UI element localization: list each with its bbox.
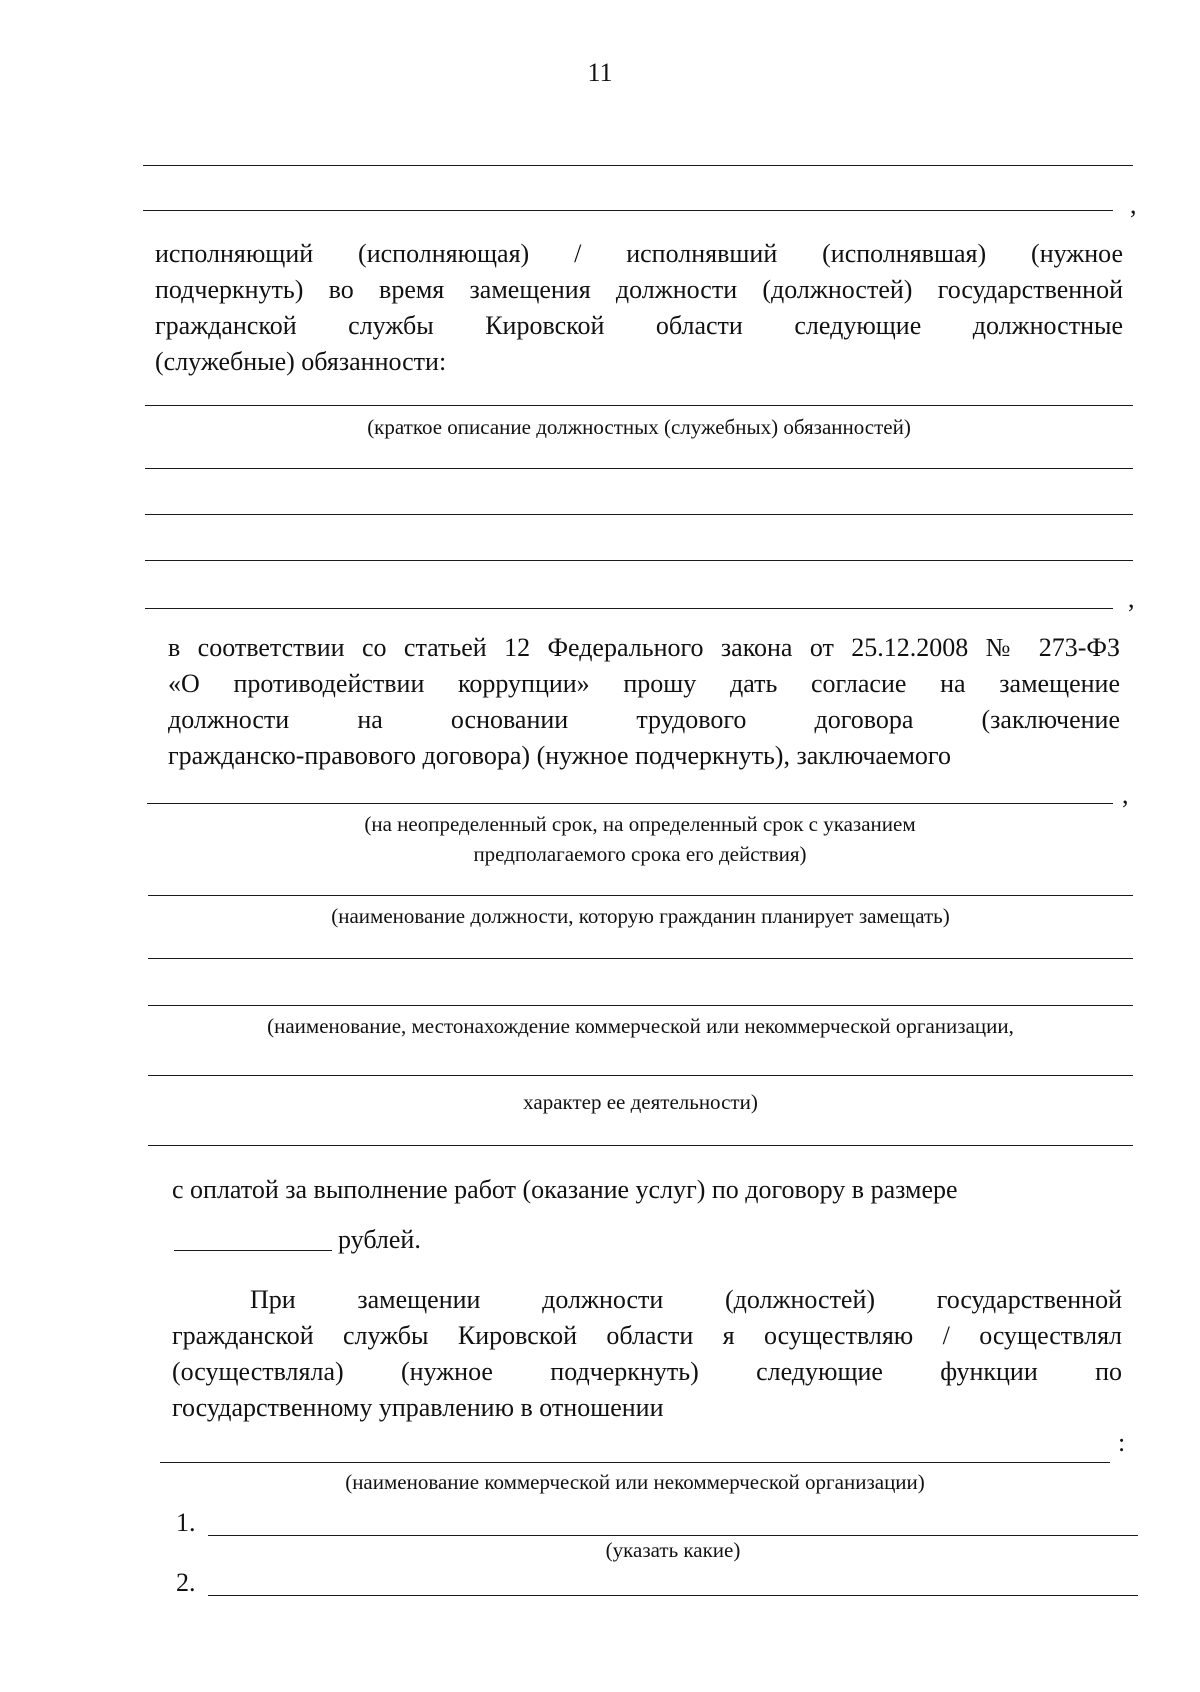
- blank-line-duties: [145, 405, 1133, 406]
- blank-line-org-name: [160, 1462, 1110, 1463]
- blank-line-item-1: [208, 1535, 1138, 1536]
- paragraph-line: в соответствии со статьей 12 Федерального закона от 25.12.2008 № 273-ФЗ: [168, 633, 1120, 662]
- blank-line-item-2: [208, 1595, 1138, 1596]
- caption-organization-line1: (наименование, местонахождение коммерческой или некоммерческой организации,: [267, 1014, 1014, 1038]
- blank-line: [145, 514, 1133, 515]
- paragraph-line: «О противодействии коррупции» прошу дать согласие на замещение: [168, 669, 1120, 698]
- blank-line: [145, 468, 1133, 469]
- page-number: 11: [587, 58, 613, 87]
- blank-line: [145, 608, 1113, 609]
- paragraph-line: гражданской службы Кировской области следующие должностные: [155, 311, 1123, 340]
- comma-mark: ,: [1128, 584, 1135, 613]
- blank-line-organization: [148, 1005, 1133, 1006]
- paragraph-line: При замещении должности (должностей) государственной: [250, 1285, 1122, 1314]
- paragraph-request: [168, 630, 1120, 774]
- caption-duties: (краткое описание должностных (служебных) обязанностей): [367, 415, 911, 439]
- caption-term-line1: (на неопределенный срок, на определенный срок с указанием: [364, 812, 916, 836]
- paragraph-line: гражданско-правового договора) (нужное подчеркнуть), заключаемого: [168, 741, 951, 770]
- caption-specify: (указать какие): [605, 1538, 741, 1562]
- colon-mark: :: [1118, 1428, 1126, 1457]
- paragraph-line: (осуществляла) (нужное подчеркнуть) следующие функции по: [172, 1357, 1122, 1386]
- caption-org-name: (наименование коммерческой или некоммерческой организации): [345, 1470, 925, 1494]
- paragraph-functions: [172, 1282, 1122, 1426]
- blank-line-amount: [174, 1250, 332, 1251]
- comma-mark: ,: [1130, 190, 1137, 219]
- blank-line-name: [143, 165, 1133, 166]
- comma-mark: ,: [1122, 780, 1129, 809]
- list-number-1: 1.: [176, 1508, 196, 1537]
- blank-line: [148, 1075, 1133, 1076]
- blank-line: [148, 1145, 1133, 1146]
- caption-term-line2: предполагаемого срока его действия): [473, 842, 807, 866]
- blank-line: [148, 958, 1133, 959]
- paragraph-line: должности на основании трудового договора (заключение: [168, 705, 1120, 734]
- caption-position: (наименование должности, которую гражданин планирует замещать): [331, 904, 950, 928]
- payment-text: с оплатой за выполнение работ (оказание услуг) по договору в размере: [172, 1175, 958, 1204]
- paragraph-line: гражданской службы Кировской области я осуществляю / осуществлял: [172, 1321, 1122, 1350]
- caption-organization-line2: характер ее деятельности): [523, 1090, 758, 1114]
- blank-line-position: [148, 895, 1133, 896]
- blank-line: [145, 560, 1133, 561]
- blank-line-term: [147, 803, 1113, 804]
- paragraph-line: (служебные) обязанности:: [155, 347, 447, 376]
- blank-line-name-2: [143, 210, 1113, 211]
- paragraph-line: подчеркнуть) во время замещения должности (должностей) государственной: [155, 275, 1123, 304]
- paragraph-line: исполняющий (исполняющая) / исполнявший (исполнявшая) (нужное: [155, 239, 1123, 268]
- paragraph-duties-intro: [155, 236, 1123, 380]
- paragraph-line: государственному управлению в отношении: [172, 1393, 664, 1422]
- list-number-2: 2.: [176, 1568, 196, 1597]
- payment-currency: рублей.: [338, 1225, 421, 1254]
